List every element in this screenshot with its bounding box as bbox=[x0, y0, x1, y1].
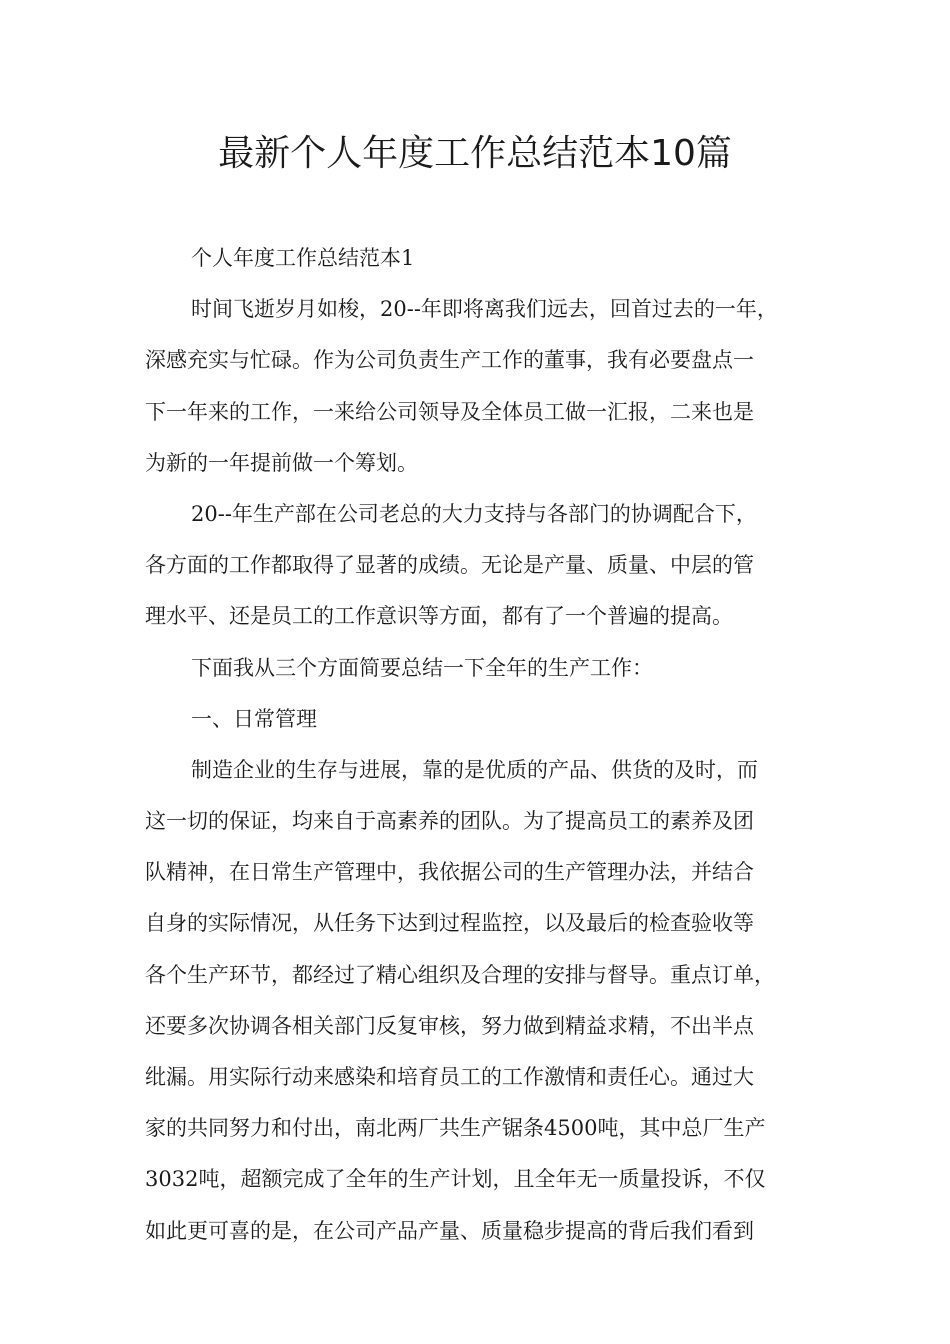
document-title: 最新个人年度工作总结范本10篇 bbox=[218, 133, 732, 174]
text-line: 深感充实与忙碌。作为公司负责生产工作的董事，我有必要盘点一 bbox=[145, 348, 754, 373]
document-body bbox=[145, 233, 835, 1257]
text-line: 这一切的保证，均来自于高素养的团队。为了提高员工的素养及团 bbox=[145, 809, 754, 834]
text-line: 时间飞逝岁月如梭，20--年即将离我们远去，回首过去的一年， bbox=[191, 297, 778, 322]
text-line: 如此更可喜的是，在公司产品产量、质量稳步提高的背后我们看到 bbox=[145, 1218, 754, 1243]
text-line: 3032吨，超额完成了全年的生产计划，且全年无一质量投诉，不仅 bbox=[145, 1167, 766, 1192]
text-line: 一、日常管理 bbox=[191, 706, 317, 731]
text-line: 各个生产环节，都经过了精心组织及合理的安排与督导。重点订单， bbox=[145, 962, 775, 987]
text-line: 个人年度工作总结范本1 bbox=[191, 246, 415, 270]
text-line: 20--年生产部在公司老总的大力支持与各部门的协调配合下， bbox=[191, 501, 757, 526]
text-line: 为新的一年提前做一个筹划。 bbox=[145, 450, 418, 475]
text-line: 下一年来的工作，一来给公司领导及全体员工做一汇报，二来也是 bbox=[145, 399, 754, 424]
text-line: 纰漏。用实际行动来感染和培育员工的工作激情和责任心。通过大 bbox=[145, 1065, 754, 1089]
text-line: 队精神，在日常生产管理中，我依据公司的生产管理办法，并结合 bbox=[145, 860, 754, 885]
text-line: 还要多次协调各相关部门反复审核，努力做到精益求精，不出半点 bbox=[145, 1013, 754, 1038]
text-line: 制造企业的生存与进展，靠的是优质的产品、供货的及时，而 bbox=[191, 757, 758, 782]
text-line: 理水平、还是员工的工作意识等方面，都有了一个普遍的提高。 bbox=[145, 604, 733, 629]
text-line: 各方面的工作都取得了显著的成绩。无论是产量、质量、中层的管 bbox=[145, 553, 754, 578]
text-line: 自身的实际情况，从任务下达到过程监控，以及最后的检查验收等 bbox=[145, 911, 754, 936]
text-line: 家的共同努力和付出，南北两厂共生产锯条4500吨，其中总厂生产 bbox=[145, 1116, 766, 1141]
text-line: 下面我从三个方面简要总结一下全年的生产工作： bbox=[191, 655, 653, 680]
